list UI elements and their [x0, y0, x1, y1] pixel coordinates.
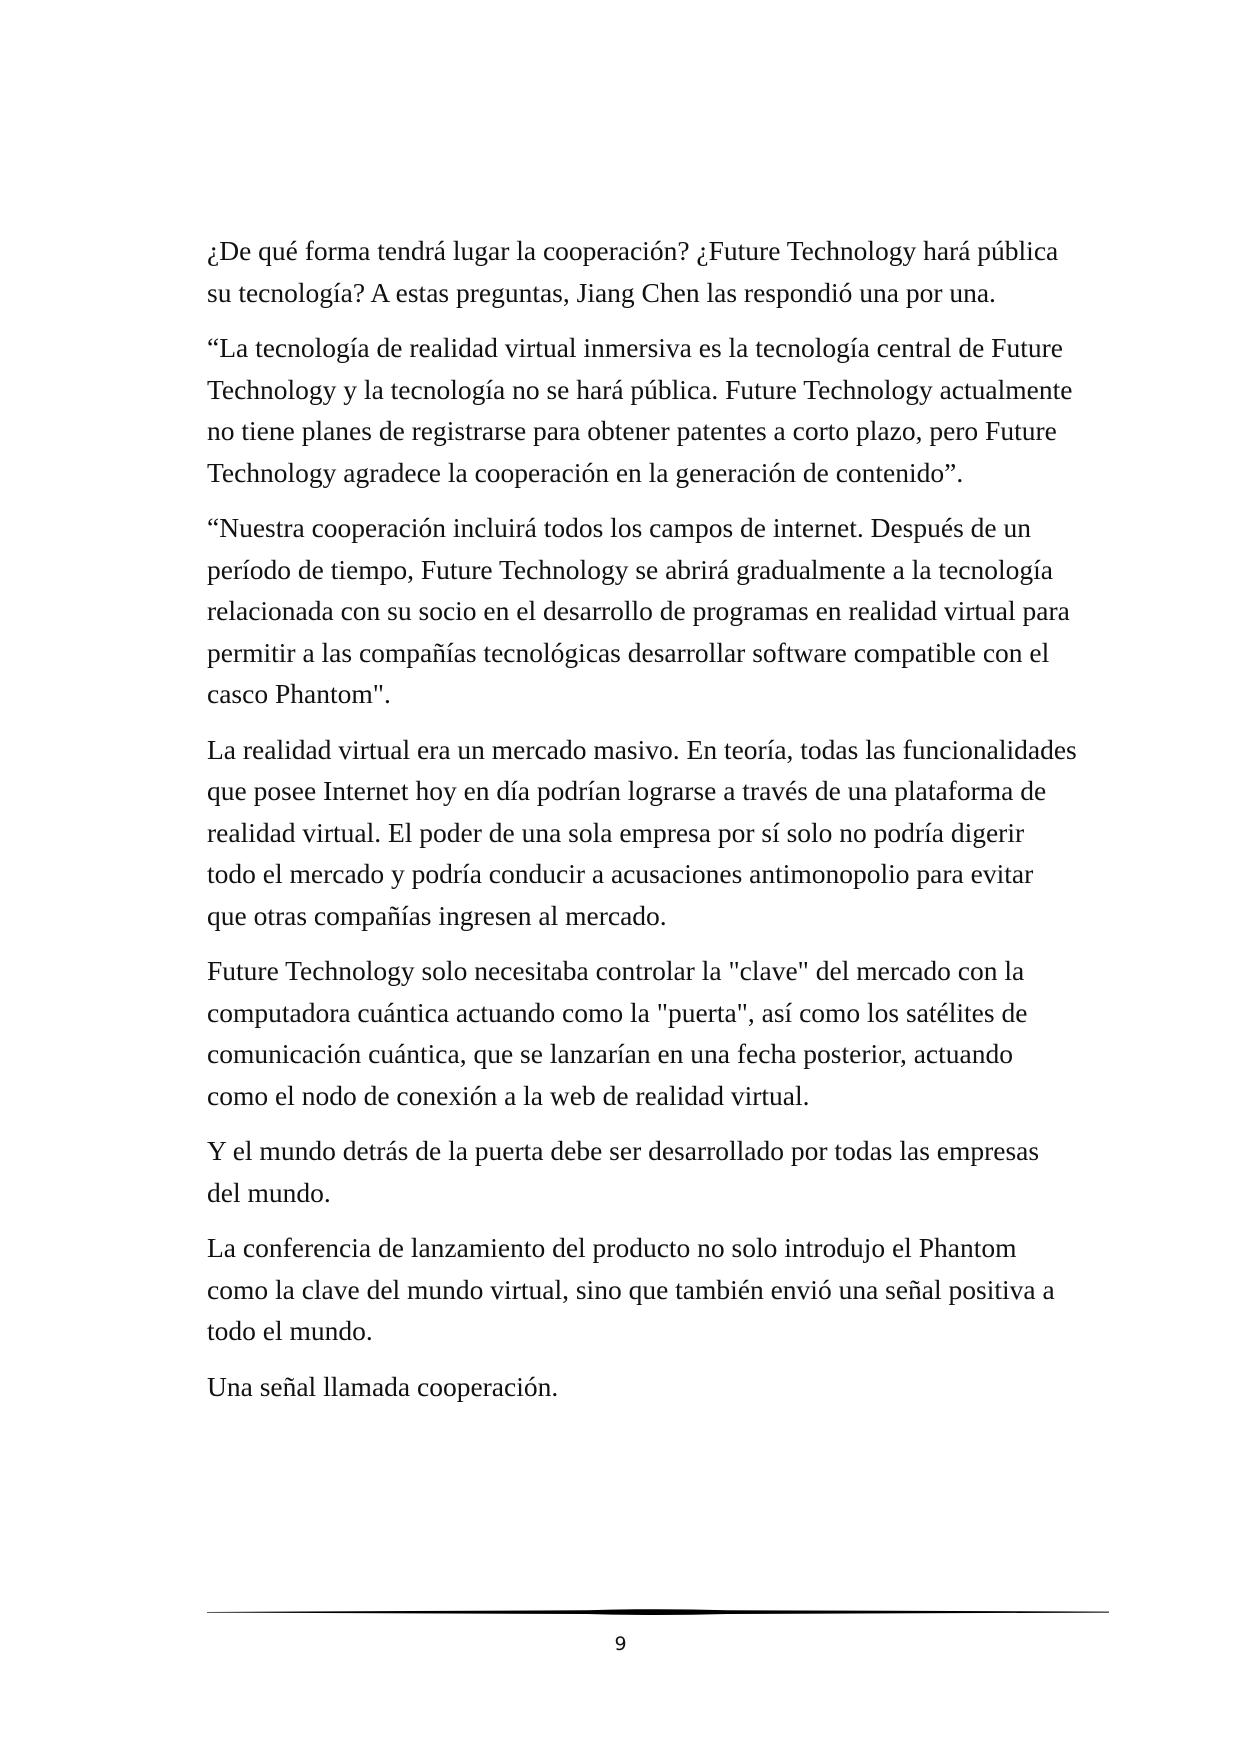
- page-number: 9: [614, 1633, 627, 1655]
- body-text: [207, 230, 1077, 1421]
- paragraph: La realidad virtual era un mercado masivo. En teoría, todas las funcionalidades que posee Internet hoy en día podrían lograrse a través de una plataforma de realidad virtual. El poder de una sola empresa por sí solo no podría digerir todo el mercado y podría conducir a acusaciones antimonopolio para evitar que otras compañías ingresen al mercado.: [207, 733, 1077, 931]
- footer-divider: [207, 1604, 1109, 1620]
- paragraph: “Nuestra cooperación incluirá todos los campos de internet. Después de un período de tiempo, Future Technology se abrirá gradualmente a la tecnología relacionada con su socio en el desarrollo de programas en realidad virtual para permitir a las compañías tecnológicas desarrollar software compatible con el casco Phantom".: [207, 512, 1070, 709]
- paragraph: Future Technology solo necesitaba controlar la "clave" del mercado con la computadora cuántica actuando como la "puerta", así como los satélites de comunicación cuántica, que se lanzarían en una fecha posterior, actuando como el nodo de conexión a la web de realidad virtual.: [207, 955, 1028, 1111]
- paragraph: Una señal llamada cooperación.: [207, 1370, 559, 1402]
- paragraph: “La tecnología de realidad virtual inmersiva es la tecnología central de Future Technology y la tecnología no se hará pública. Future Technology actualmente no tiene planes de registrarse para obtener patentes a corto plazo, pero Future Technology agradece la cooperación en la generación de contenido”.: [207, 332, 1073, 488]
- paragraph: ¿De qué forma tendrá lugar la cooperación? ¿Future Technology hará pública su tecnología? A estas preguntas, Jiang Chen las respondió una por una.: [207, 235, 1059, 308]
- paragraph: La conferencia de lanzamiento del producto no solo introdujo el Phantom como la clave del mundo virtual, sino que también envió una señal positiva a todo el mundo.: [207, 1232, 1055, 1346]
- paragraph: Y el mundo detrás de la puerta debe ser desarrollado por todas las empresas del mundo.: [207, 1135, 1040, 1208]
